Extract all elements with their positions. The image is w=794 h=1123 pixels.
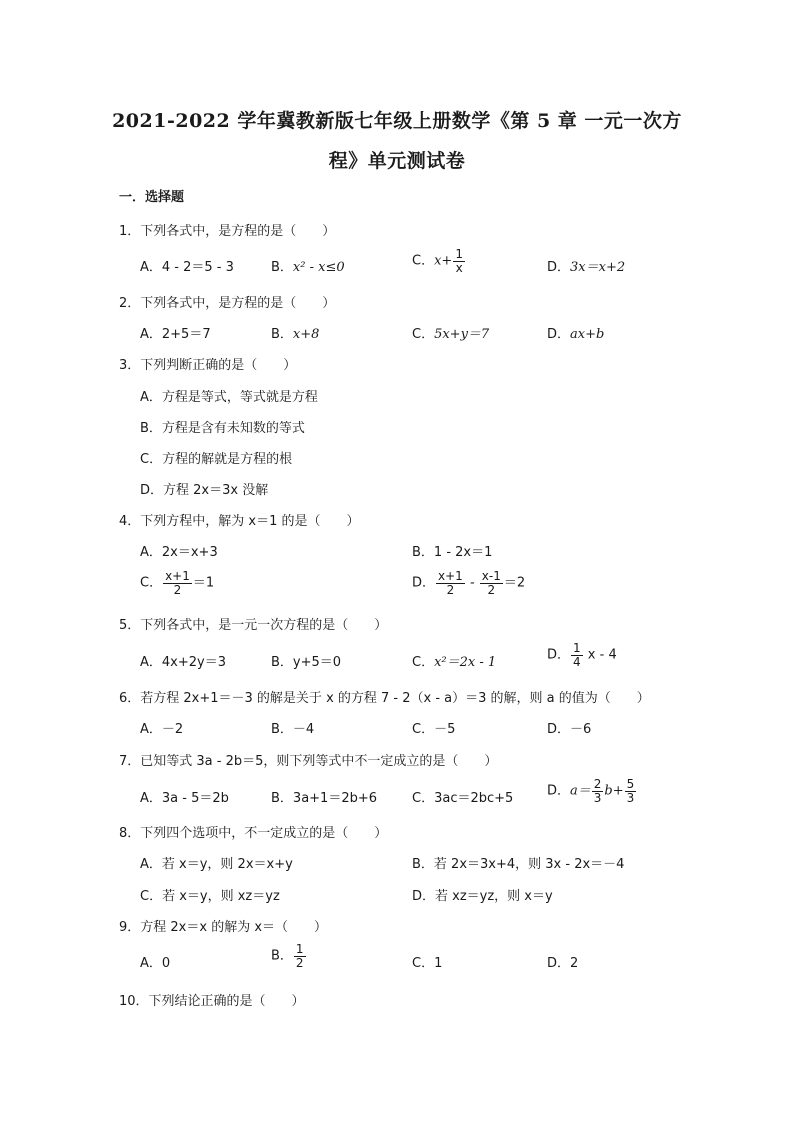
- question-3-option-d: D．方程 2x＝3x 没解: [140, 483, 269, 498]
- question-8-option-b: B．若 2x＝3x+4，则 3x - 2x＝－4: [412, 857, 625, 872]
- question-5-option-c: C．x²＝2x - 1: [412, 655, 497, 670]
- question-10-stem: 10．下列结论正确的是（ ）: [119, 994, 305, 1009]
- question-1-option-c: C．x+ $\frac{1}{x}$: [412, 247, 463, 275]
- question-7-option-c: C．3ac＝2bc+5: [412, 791, 514, 806]
- question-5-option-d: D． $\frac{1}{4}$ x - 4: [547, 641, 617, 669]
- question-4-option-a: A．2x＝x+3: [140, 545, 218, 560]
- question-8-stem: 8．下列四个选项中，不一定成立的是（ ）: [119, 826, 388, 841]
- question-3-option-c: C．方程的解就是方程的根: [140, 452, 293, 467]
- question-8-option-a: A．若 x＝y，则 2x＝x+y: [140, 857, 293, 872]
- question-9-option-c: C．1: [412, 956, 443, 971]
- question-4-option-c: C． $\frac{x+1}{2}$ ＝1: [140, 569, 215, 597]
- document-title-line-2: 程》单元测试卷: [328, 150, 466, 172]
- question-7-option-d: D．a＝ $\frac{2}{3}$ b+ $\frac{5}{3}$: [547, 777, 635, 805]
- question-6-option-b: B．－4: [271, 722, 315, 737]
- question-7-stem: 7．已知等式 3a - 2b＝5，则下列等式中不一定成立的是（ ）: [119, 754, 498, 769]
- question-2-option-c: C．5x+y＝7: [412, 327, 490, 342]
- question-7-option-a: A．3a - 5＝2b: [140, 791, 229, 806]
- question-1-option-a: A．4 - 2＝5 - 3: [140, 260, 234, 275]
- question-6-stem: 6．若方程 2x+1＝－3 的解是关于 x 的方程 7 - 2（x - a）＝3 的解，则 a 的值为（ ）: [119, 691, 650, 706]
- question-2-option-a: A．2+5＝7: [140, 327, 211, 342]
- question-8-option-d: D．若 xz＝yz，则 x＝y: [412, 889, 553, 904]
- question-9-option-b: B． $\frac{1}{2}$: [271, 942, 304, 970]
- question-9-option-a: A．0: [140, 956, 171, 971]
- question-2-stem: 2．下列各式中，是方程的是（ ）: [119, 296, 336, 311]
- question-3-option-a: A．方程是等式，等式就是方程: [140, 390, 318, 405]
- question-6-option-d: D．－6: [547, 722, 592, 737]
- question-3-option-b: B．方程是含有未知数的等式: [140, 421, 305, 436]
- question-6-option-a: A．－2: [140, 722, 184, 737]
- question-4-option-b: B．1 - 2x＝1: [412, 545, 493, 560]
- question-2-option-d: D．ax+b: [547, 327, 605, 342]
- section-heading: 一．选择题: [119, 190, 185, 205]
- question-1-option-b: B．x² - x≤0: [271, 260, 345, 275]
- question-3-stem: 3．下列判断正确的是（ ）: [119, 358, 297, 373]
- document-title-line-1: 2021-2022 学年冀教新版七年级上册数学《第 5 章 一元一次方: [112, 110, 682, 132]
- question-1-option-d: D．3x＝x+2: [547, 260, 626, 275]
- question-4-stem: 4．下列方程中，解为 x＝1 的是（ ）: [119, 514, 360, 529]
- question-4-option-d: D． $\frac{x+1}{2}$ - $\frac{x-1}{2}$ ＝2: [412, 569, 526, 597]
- question-6-option-c: C．－5: [412, 722, 456, 737]
- question-5-option-a: A．4x+2y＝3: [140, 655, 226, 670]
- question-9-option-d: D．2: [547, 956, 579, 971]
- question-5-stem: 5．下列各式中，是一元一次方程的是（ ）: [119, 618, 388, 633]
- question-2-option-b: B．x+8: [271, 327, 320, 342]
- question-7-option-b: B．3a+1＝2b+6: [271, 791, 378, 806]
- question-9-stem: 9．方程 2x＝x 的解为 x＝（ ）: [119, 920, 328, 935]
- question-1-stem: 1．下列各式中，是方程的是（ ）: [119, 224, 336, 239]
- question-5-option-b: B．y+5＝0: [271, 655, 342, 670]
- question-8-option-c: C．若 x＝y，则 xz＝yz: [140, 889, 280, 904]
